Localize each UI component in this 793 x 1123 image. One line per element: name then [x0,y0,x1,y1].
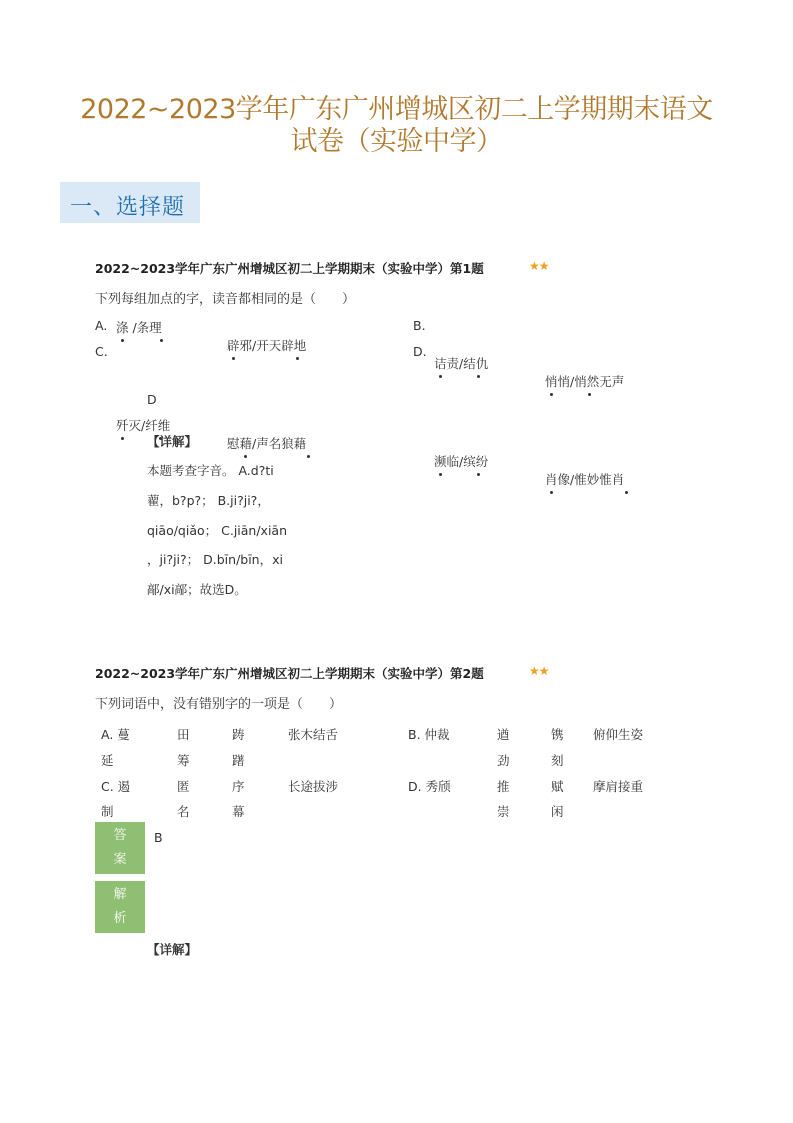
emphasis-dot [121,437,124,440]
emphasis-dot [550,393,553,396]
q2-option-a-label: A. 蔓 [101,727,130,742]
question-1-header: 2022~2023学年广东广州增城区初二上学期期末（实验中学）第1题 [95,261,484,276]
section-title: 一、选择题 [70,195,186,220]
question-1-detail-line-4: ，ji?ji?； D.bīn/bīn，xi [147,552,283,567]
question-1-difficulty-stars: ★★ [529,259,549,273]
emphasis-dot [477,473,480,476]
emphasis-dot [439,375,442,378]
analysis-tag-char-2: 析 [113,911,127,926]
q1-option-c-word-1 [116,416,793,434]
analysis-tag-char-1: 解 [113,887,127,902]
q1-option-a-word-1 [116,318,793,336]
q2-option-d-word2-char1: 推 [497,779,510,794]
emphasis-dot [121,339,124,342]
emphasis-dot [160,339,163,342]
q1-option-d-label: D. [413,344,427,359]
q2-option-b-word2-char1: 遒 [497,727,510,742]
question-1-detail-label: 【详解】 [147,434,198,449]
question-1-detail-line-5: 鄗/xi鄗；故选D。 [147,582,247,597]
emphasis-dot [232,357,235,360]
q1-option-d-word-2 [545,470,793,488]
q2-option-d-phrase: 摩肩接重 [593,779,644,794]
question-2-difficulty-stars: ★★ [529,664,549,678]
emphasis-dot [588,393,591,396]
q2-option-c-wrap: 制 [101,804,114,819]
q2-option-d-word3-char1: 赋 [551,779,564,794]
document-title-line2: 试卷（实验中学） [290,126,503,157]
q1-option-a-word-2 [227,336,793,354]
answer-tag-char-1: 答 [113,828,127,843]
q1-option-c-word-1-text: 歼灭/纤维 [116,418,171,433]
q2-option-c-phrase: 长途拔涉 [288,779,339,794]
question-1-detail-line-1: 本题考查字音。 A.d?ti [147,463,274,478]
q2-option-b-word3-char1: 镌 [551,727,564,742]
emphasis-dot [296,357,299,360]
emphasis-dot [550,491,553,494]
emphasis-dot [439,473,442,476]
emphasis-dot [477,375,480,378]
q2-option-d-label: D. 秀颀 [408,779,451,794]
q1-option-c-word-2-text: 慰藉/声名狼藉 [227,436,307,451]
q2-option-d-word3-char2: 闲 [551,804,564,819]
question-2-detail-label: 【详解】 [147,942,198,957]
q1-option-b-word-2-text: 悄悄/悄然无声 [545,374,625,389]
q2-option-a-wrap: 延 [101,753,114,768]
q2-option-b-word3-char2: 刻 [551,753,564,768]
question-1-stem: 下列每组加点的字，读音都相同的是（ ） [95,292,356,307]
q1-option-c-label: C. [95,344,108,359]
emphasis-dot [244,455,247,458]
emphasis-dot [307,455,310,458]
q1-option-d-word-1-text: 濒临/缤纷 [434,454,489,469]
q2-option-c-word2-char2: 名 [177,804,190,819]
answer-tag [95,822,145,874]
q2-option-a-word3-char1: 踌 [232,727,245,742]
q1-option-c-word-2 [227,434,793,452]
q2-option-c-word3-char2: 幕 [232,804,245,819]
q1-option-b-word-2 [545,372,793,390]
question-1-detail-line-3: qiāo/qiǎo； C.jiān/xiān [147,523,288,538]
q2-option-c-word2-char1: 匿 [177,779,190,794]
question-2-stem: 下列词语中，没有错别字的一项是（ ） [95,697,343,712]
analysis-tag [95,881,145,933]
q2-option-b-label: B. 仲裁 [408,727,450,742]
question-2-header: 2022~2023学年广东广州增城区初二上学期期末（实验中学）第2题 [95,666,484,681]
q1-option-b-word-1-text: 诘责/结仇 [434,356,489,371]
question-1-answer: D [147,392,157,407]
q2-option-c-word3-char1: 序 [232,779,245,794]
q2-option-d-word2-char2: 崇 [497,804,510,819]
q2-option-a-word3-char2: 躇 [232,753,245,768]
emphasis-dot [625,491,628,494]
q1-option-a-label: A. [95,318,108,333]
document-title-line1: 2022~2023学年广东广州增城区初二上学期期末语文 [80,94,713,125]
question-2-answer: B [154,830,163,845]
q2-option-b-word2-char2: 劲 [497,753,510,768]
answer-tag-char-2: 案 [113,852,127,867]
q1-option-d-word-1 [434,452,793,470]
q2-option-a-word2-char1: 田 [177,727,190,742]
question-1-detail-line-2: 藋，b?p?； B.ji?ji?， [147,493,270,508]
q1-option-b-label: B. [413,318,426,333]
q1-option-b-word-1 [434,354,793,372]
q2-option-b-phrase: 俯仰生姿 [593,727,644,742]
q1-option-d-word-2-text: 肖像/惟妙惟肖 [545,472,625,487]
q2-option-c-label: C. 遏 [101,779,131,794]
q2-option-a-word2-char2: 筹 [177,753,190,768]
q1-option-a-word-1-text: 涤 /条理 [116,320,162,335]
q2-option-a-phrase: 张木结舌 [288,727,339,742]
q1-option-a-word-2-text: 辟邪/开天辟地 [227,338,307,353]
